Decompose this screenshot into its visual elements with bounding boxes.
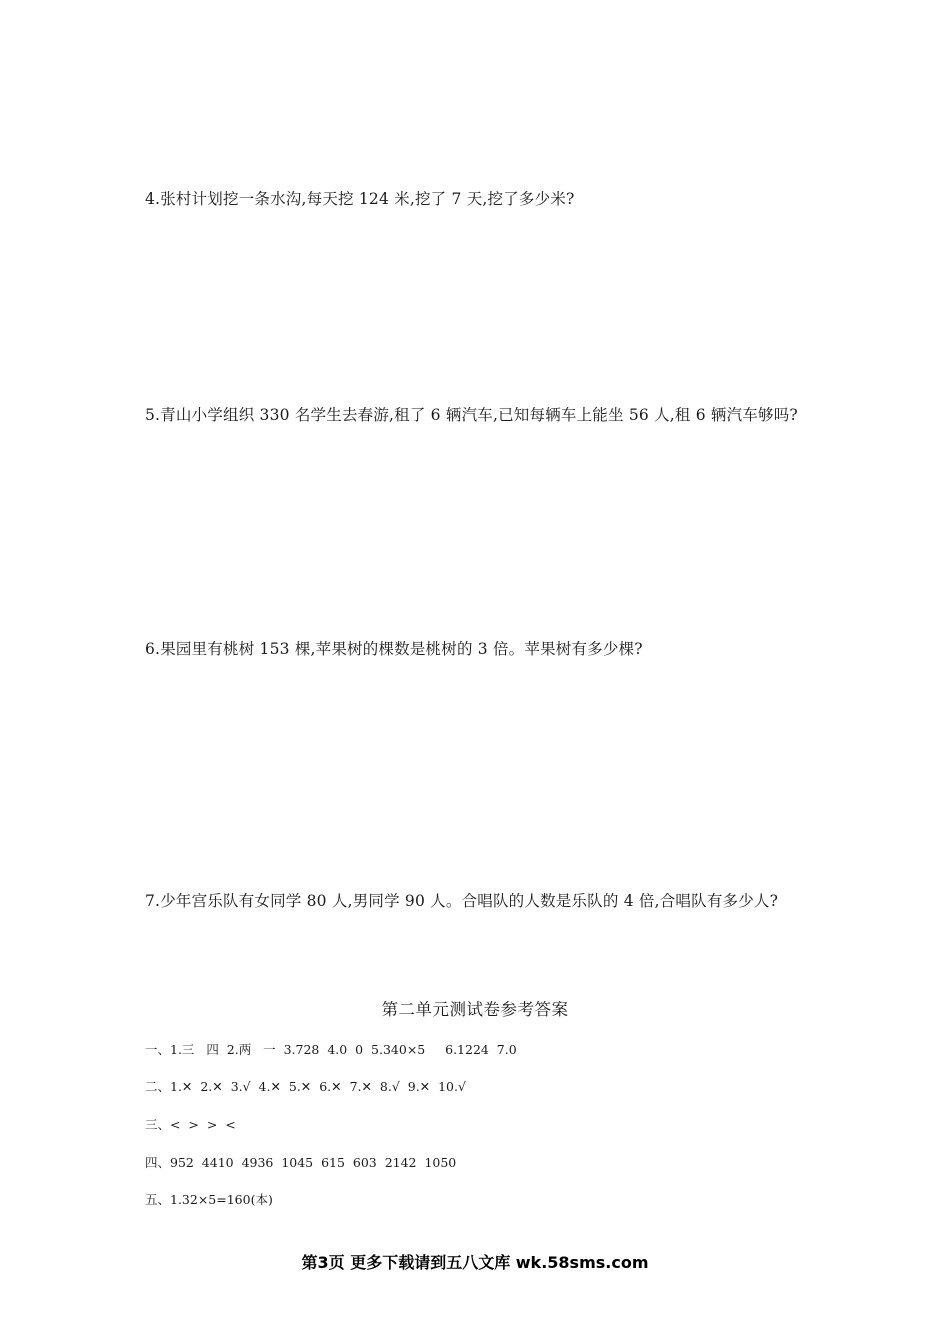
page-footer: 第3页 更多下载请到五八文库 wk.58sms.com	[301, 1253, 649, 1272]
answer-section-5: 五、1.32×5=160(本)	[145, 1192, 273, 1207]
answer-key-title: 第二单元测试卷参考答案	[381, 1000, 569, 1019]
answer-section-3: 三、< > > <	[145, 1117, 236, 1132]
question-7: 7.少年宫乐队有女同学 80 人,男同学 90 人。合唱队的人数是乐队的 4 倍,合唱队有多少人?	[145, 892, 779, 910]
question-4: 4.张村计划挖一条水沟,每天挖 124 米,挖了 7 天,挖了多少米?	[145, 190, 575, 208]
question-6: 6.果园里有桃树 153 棵,苹果树的棵数是桃树的 3 倍。苹果树有多少棵?	[145, 640, 643, 658]
question-5: 5.青山小学组织 330 名学生去春游,租了 6 辆汽车,已知每辆车上能坐 56 人,租 6 辆汽车够吗?	[145, 406, 798, 424]
answer-section-2: 二、1.✕ 2.✕ 3.√ 4.✕ 5.✕ 6.✕ 7.✕ 8.√ 9.✕ 10.√	[145, 1079, 466, 1094]
answer-section-1: 一、1.三 四 2.两 一 3.728 4.0 0 5.340×5 6.1224 7.0	[145, 1042, 517, 1057]
answer-section-4: 四、952 4410 4936 1045 615 603 2142 1050	[145, 1155, 457, 1170]
